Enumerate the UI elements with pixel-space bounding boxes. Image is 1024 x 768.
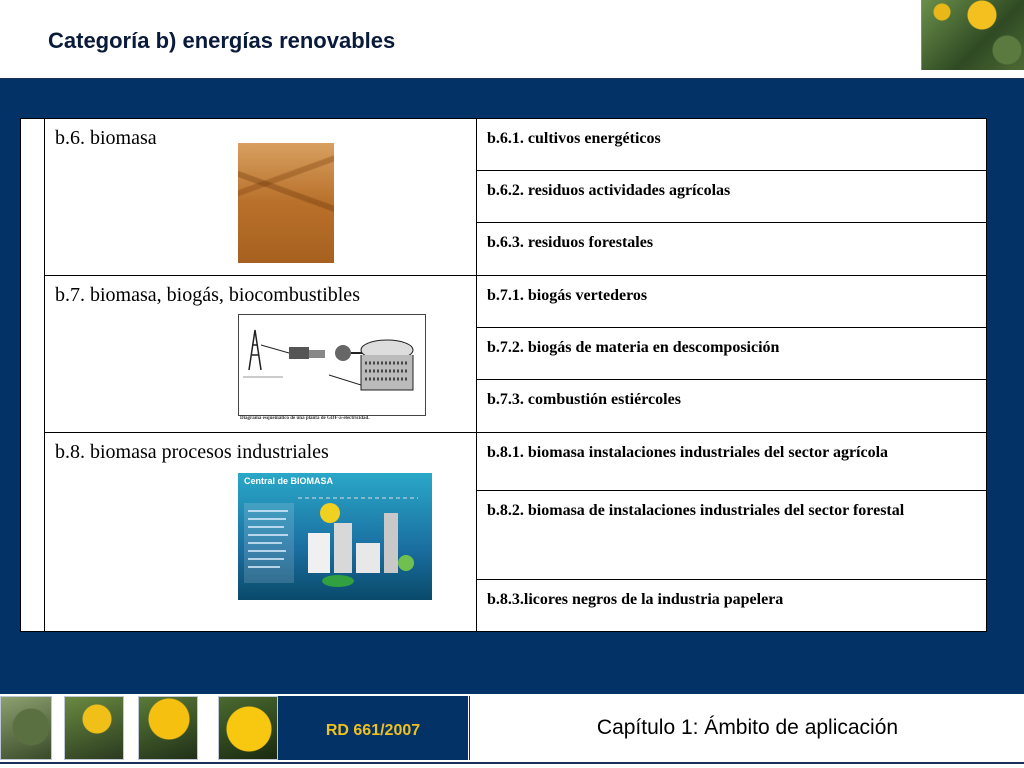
subcategory-label: b.6.3. residuos forestales [487, 234, 654, 251]
subcategory-label: b.7.1. biogás vertederos [487, 287, 648, 304]
chapter-label: Capítulo 1: Ámbito de aplicación [596, 716, 899, 739]
flower-photo [922, 0, 1024, 70]
footer-line [0, 762, 1024, 764]
subcategory-label: b.8.2. biomasa de instalaciones industriales del sector forestal [487, 502, 905, 519]
subcategory-label: b.7.2. biogás de materia en descomposición [487, 339, 780, 356]
biomass-plant-illustration [238, 473, 432, 600]
diagram-caption: Diagrama esquemático de una planta de GDF-a-electricidad. [240, 416, 370, 421]
plant-photo [0, 696, 52, 760]
category-label: b.8. biomasa procesos industriales [55, 441, 329, 463]
header-stripe [0, 70, 1024, 79]
regulation-box [278, 696, 468, 760]
plant-illustration-title: Central de BIOMASA [244, 476, 334, 486]
table-margin-column [21, 119, 45, 631]
subcategory-label: b.6.1. cultivos energéticos [487, 130, 661, 147]
chapter-box [469, 696, 1024, 760]
category-label: b.7. biomasa, biogás, biocombustibles [55, 284, 360, 306]
flower-photo [218, 696, 278, 760]
subcategory-column [477, 119, 986, 631]
category-column [44, 119, 477, 631]
subcategory-cell [477, 119, 986, 171]
flower-photo [64, 696, 124, 760]
subcategory-cell [477, 491, 986, 580]
subcategory-cell [477, 171, 986, 223]
category-cell-b7 [44, 276, 476, 433]
slide-title: Categoría b) energías renovables [48, 28, 396, 53]
category-cell-b6 [44, 119, 476, 276]
biomass-table [20, 118, 987, 632]
biogas-plant-diagram [238, 314, 426, 416]
subcategory-label: b.7.3. combustión estiércoles [487, 391, 681, 408]
regulation-label: RD 661/2007 [325, 722, 421, 739]
subcategory-label: b.8.3.licores negros de la industria papelera [487, 591, 784, 608]
wheat-image [238, 143, 334, 263]
slide-footer [0, 694, 1024, 768]
subcategory-label: b.6.2. residuos actividades agrícolas [487, 182, 731, 199]
flower-photo [138, 696, 198, 760]
subcategory-cell [477, 580, 986, 631]
subcategory-cell [477, 433, 986, 491]
subcategory-label: b.8.1. biomasa instalaciones industriales del sector agrícola [487, 444, 889, 461]
category-label: b.6. biomasa [55, 127, 157, 149]
subcategory-cell [477, 380, 986, 433]
subcategory-cell [477, 276, 986, 328]
subcategory-cell [477, 328, 986, 380]
subcategory-cell [477, 223, 986, 276]
category-cell-b8 [44, 433, 476, 631]
slide-header [0, 0, 1024, 71]
